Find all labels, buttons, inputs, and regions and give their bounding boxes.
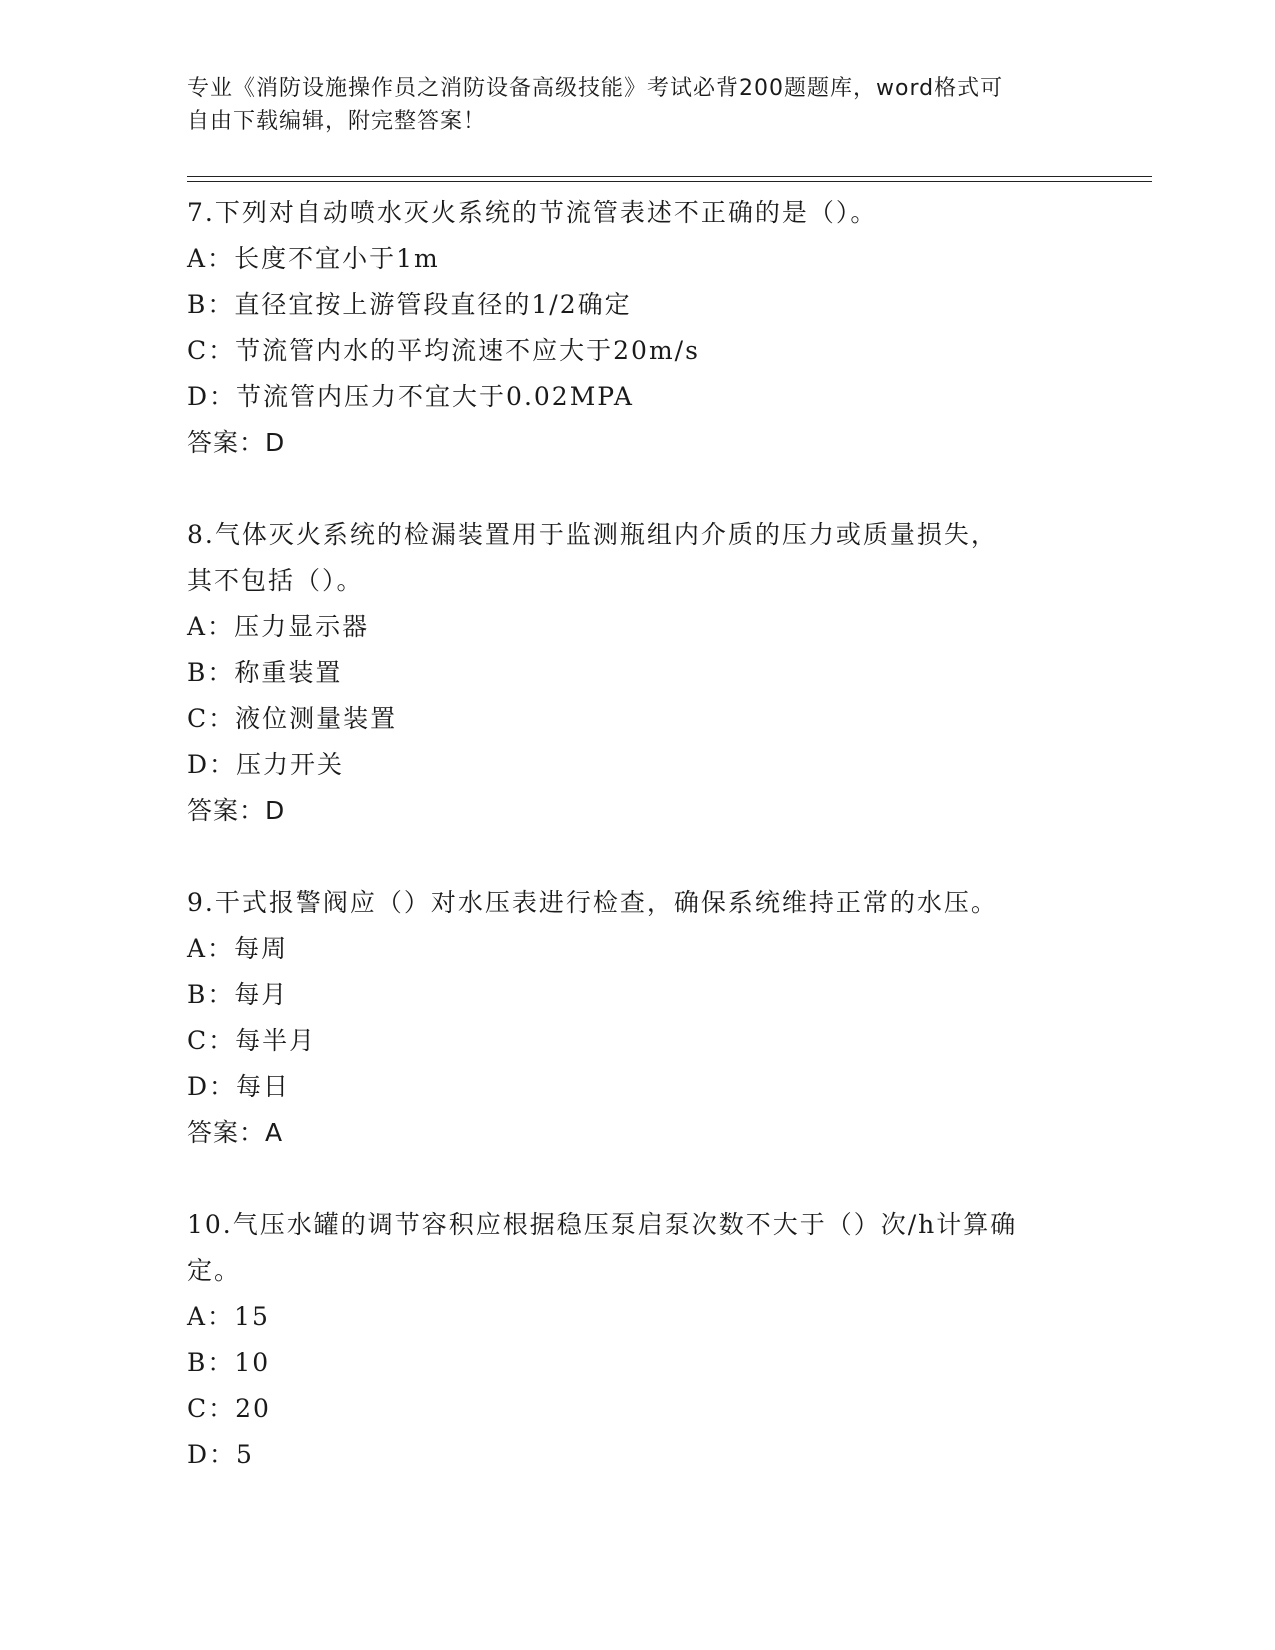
- option-key: A：: [187, 612, 235, 641]
- option-text: 20: [235, 1394, 271, 1423]
- option-d: [187, 374, 1087, 420]
- question-7: [187, 190, 1087, 466]
- question-stem-continued: 其不包括（）。: [187, 566, 364, 595]
- option-text: 每半月: [235, 1026, 317, 1055]
- option-key: D：: [187, 382, 237, 411]
- option-text: 称重装置: [234, 658, 343, 687]
- question-stem: 7.下列对自动喷水灭火系统的节流管表述不正确的是（）。: [187, 198, 878, 227]
- option-d: [187, 1432, 1087, 1478]
- option-key: B：: [187, 1348, 235, 1377]
- question-stem: 8.气体灭火系统的检漏装置用于监测瓶组内介质的压力或质量损失，: [187, 520, 998, 549]
- option-text: 长度不宜小于1m: [234, 244, 440, 273]
- option-key: D：: [187, 750, 237, 779]
- option-key: A：: [187, 1302, 235, 1331]
- option-text: 直径宜按上游管段直径的1/2确定: [234, 290, 632, 319]
- option-key: C：: [187, 1026, 236, 1055]
- header-divider-bottom: [187, 181, 1152, 182]
- option-text: 压力显示器: [234, 612, 370, 641]
- question-spacer: [187, 466, 1087, 512]
- question-10: [187, 1202, 1087, 1478]
- option-c: [187, 696, 1087, 742]
- question-stem: 9.干式报警阀应（）对水压表进行检查，确保系统维持正常的水压。: [187, 888, 998, 917]
- question-spacer: [187, 1156, 1087, 1202]
- option-text: 液位测量装置: [235, 704, 398, 733]
- option-key: C：: [187, 704, 236, 733]
- option-c: [187, 328, 1087, 374]
- option-d: [187, 742, 1087, 788]
- answer-line: 答案：D: [187, 796, 286, 825]
- option-key: D：: [187, 1072, 237, 1101]
- question-list: [187, 190, 1087, 1478]
- option-text: 每周: [234, 934, 289, 963]
- header-line-2: 自由下载编辑，附完整答案！: [187, 109, 487, 134]
- option-text: 压力开关: [236, 750, 345, 779]
- option-key: B：: [187, 658, 235, 687]
- question-stem-continued: 定。: [187, 1256, 242, 1285]
- question-9: [187, 880, 1087, 1156]
- option-text: 15: [234, 1302, 270, 1331]
- option-b: [187, 282, 1087, 328]
- option-text: 每月: [234, 980, 289, 1009]
- option-text: 节流管内压力不宜大于0.02MPA: [236, 382, 634, 411]
- question-spacer: [187, 834, 1087, 880]
- option-text: 10: [234, 1348, 271, 1377]
- option-a: [187, 604, 1087, 650]
- option-d: [187, 1064, 1087, 1110]
- option-key: B：: [187, 980, 235, 1009]
- option-c: [187, 1018, 1087, 1064]
- option-b: [187, 650, 1087, 696]
- header-line-1: 专业《消防设施操作员之消防设备高级技能》考试必背200题题库，word格式可: [187, 76, 1004, 101]
- question-8: [187, 512, 1087, 834]
- option-b: [187, 1340, 1087, 1386]
- option-text: 节流管内水的平均流速不应大于20m/s: [235, 336, 700, 365]
- option-key: C：: [187, 336, 236, 365]
- option-b: [187, 972, 1087, 1018]
- document-header: [187, 72, 1067, 138]
- option-key: B：: [187, 290, 235, 319]
- option-a: [187, 926, 1087, 972]
- answer-line: 答案：D: [187, 428, 286, 457]
- question-stem: 10.气压水罐的调节容积应根据稳压泵启泵次数不大于（）次/h计算确: [187, 1210, 1018, 1239]
- answer-line: 答案：A: [187, 1118, 284, 1147]
- option-text: 每日: [236, 1072, 291, 1101]
- option-text: 5: [236, 1440, 254, 1469]
- option-c: [187, 1386, 1087, 1432]
- option-key: A：: [187, 934, 235, 963]
- header-divider-top: [187, 176, 1152, 177]
- option-key: C：: [187, 1394, 236, 1423]
- option-a: [187, 236, 1087, 282]
- option-key: D：: [187, 1440, 237, 1469]
- option-a: [187, 1294, 1087, 1340]
- option-key: A：: [187, 244, 235, 273]
